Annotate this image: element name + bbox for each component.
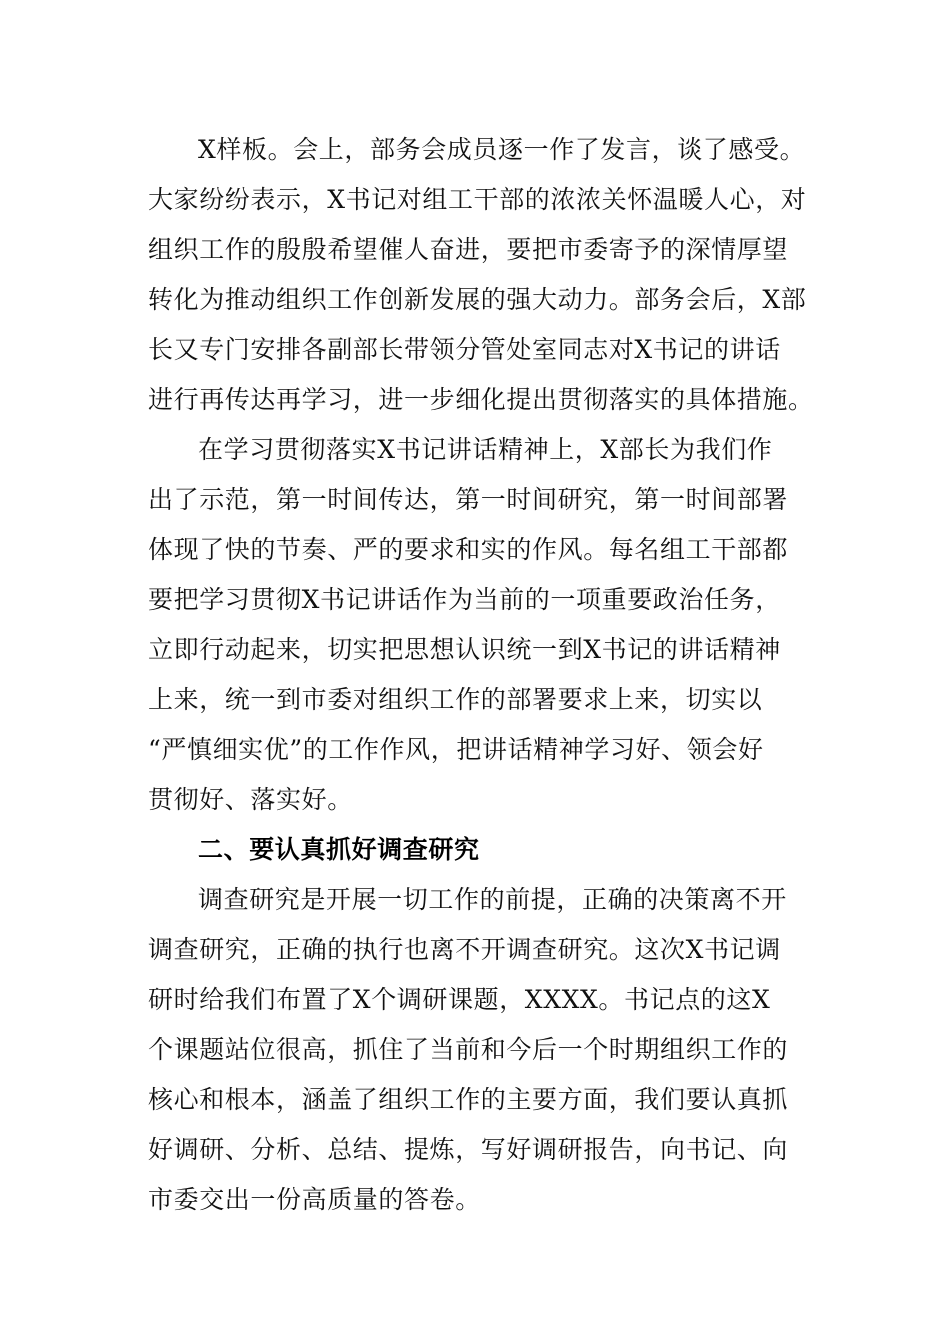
text-line: 上来，统一到市委对组织工作的部署要求上来，切实以 (148, 685, 763, 714)
text-line: 要把学习贯彻X书记讲话作为当前的一项重要政治任务， (148, 585, 781, 614)
text-line: 市委交出一份高质量的答卷。 (148, 1185, 481, 1214)
text-line: 好调研、分析、总结、提炼，写好调研报告，向书记、向 (148, 1135, 789, 1164)
text-line: X样板。会上，部务会成员逐一作了发言，谈了感受。 (198, 135, 806, 164)
text-line: 个课题站位很高，抓住了当前和今后一个时期组织工作的 (148, 1035, 789, 1064)
text-line: 大家纷纷表示，X书记对组工干部的浓浓关怀温暖人心，对 (148, 185, 807, 214)
text-line: 核心和根本，涵盖了组织工作的主要方面，我们要认真抓 (148, 1085, 789, 1114)
text-line: 组织工作的殷殷希望催人奋进，要把市委寄予的深情厚望 (148, 235, 789, 264)
text-line: 出了示范，第一时间传达，第一时间研究，第一时间部署 (148, 485, 789, 514)
text-line: 进行再传达再学习，进一步细化提出贯彻落实的具体措施。 (148, 385, 814, 414)
text-line: 立即行动起来，切实把思想认识统一到X书记的讲话精神 (148, 635, 781, 664)
text-line: 转化为推动组织工作创新发展的强大动力。部务会后，X部 (148, 285, 807, 314)
text-line: 研时给我们布置了X个调研课题，XXXX。书记点的这X (148, 985, 771, 1014)
text-line: 体现了快的节奏、严的要求和实的作风。每名组工干部都 (148, 535, 789, 564)
text-line: 调查研究是开展一切工作的前提，正确的决策离不开 (198, 885, 787, 914)
text-line: 贯彻好、落实好。 (148, 785, 353, 814)
text-line: 长又专门安排各副部长带领分管处室同志对X书记的讲话 (148, 335, 781, 364)
text-line: 调查研究，正确的执行也离不开调查研究。这次X书记调 (148, 935, 781, 964)
section-heading: 二、要认真抓好调查研究 (198, 835, 480, 864)
text-line: “严慎细实优”的工作作风，把讲话精神学习好、领会好 (148, 735, 764, 764)
text-line: 在学习贯彻落实X书记讲话精神上，X部长为我们作 (198, 435, 773, 464)
